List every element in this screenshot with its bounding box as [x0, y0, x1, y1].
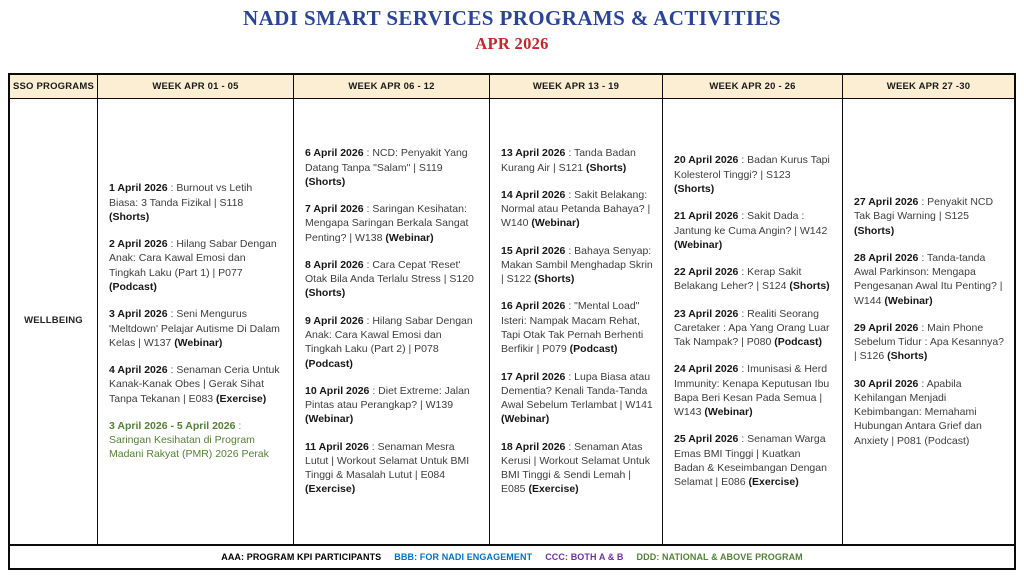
event: 20 April 2026 : Badan Kurus Tapi Kolesterol Tinggi? | S123 (Shorts)	[674, 154, 830, 195]
event-date: 27 April 2026	[854, 196, 919, 208]
event: 6 April 2026 : NCD: Penyakit Yang Datang Tanpa "Salam" | S119 (Shorts)	[305, 147, 468, 188]
event-type: (Shorts)	[534, 273, 575, 286]
event-type: (Exercise)	[748, 476, 799, 489]
event-date: 11 April 2026	[305, 440, 369, 453]
event: 28 April 2026 : Tanda-tanda Awal Parkinson: Mengapa Pengesanan Awal Itu Penting? | W144 (Webinar)	[854, 251, 1003, 307]
event: 2 April 2026 : Hilang Sabar Dengan Anak: Cara Kawal Emosi dan Tingkah Laku (Part 1) | P077 (Podcast)	[109, 238, 277, 293]
event-date: 2 April 2026	[109, 238, 168, 251]
event-date: 20 April 2026	[674, 154, 739, 167]
event-type: (Shorts)	[109, 210, 150, 223]
event: 29 April 2026 : Main Phone Sebelum Tidur : Apa Kesannya? | S126 (Shorts)	[854, 321, 1005, 363]
event-date: 22 April 2026	[674, 266, 739, 279]
event: 1 April 2026 : Burnout vs Letih Biasa: 3 Tanda Fizikal | S118 (Shorts)	[109, 182, 253, 223]
page-title: NADI SMART SERVICES PROGRAMS & ACTIVITIES	[243, 6, 781, 30]
week-header: WEEK APR 13 - 19	[489, 75, 662, 98]
event-date: 9 April 2026	[305, 314, 364, 327]
event-date: 7 April 2026	[305, 203, 364, 216]
event-type: (Shorts)	[305, 287, 346, 300]
week-cell	[662, 99, 842, 544]
table-header-row	[10, 75, 1014, 99]
week-cell	[489, 99, 662, 544]
legend-item: DDD: NATIONAL & ABOVE PROGRAM	[636, 552, 803, 562]
week-header: WEEK APR 01 - 05	[97, 75, 293, 98]
page-header	[0, 6, 1024, 54]
event-date: 14 April 2026	[501, 188, 566, 201]
event-type: (Shorts)	[305, 175, 346, 188]
event-date: 24 April 2026	[674, 363, 739, 376]
event-type: (Webinar)	[531, 217, 580, 230]
event: 11 April 2026 : Senaman Mesra Lutut | Workout Selamat Untuk BMI Tinggi & Masalah Lutut | E084 (Exercise)	[305, 440, 470, 496]
event-type: (Exercise)	[216, 392, 267, 405]
event-date: 8 April 2026	[305, 258, 364, 271]
event: 27 April 2026 : Penyakit NCD Tak Bagi Warning | S125 (Shorts)	[854, 196, 994, 237]
event-date: 4 April 2026	[109, 364, 168, 377]
event-date: 3 April 2026 - 5 April 2026	[109, 419, 236, 432]
event: 4 April 2026 : Senaman Ceria Untuk Kanak-Kanak Obes | Gerak Sihat Tanpa Tekanan | E083 (Exercise)	[109, 364, 280, 405]
event: 3 April 2026 - 5 April 2026 : Saringan Kesihatan di Program Madani Rakyat (PMR) 2026 Perak	[109, 419, 269, 461]
event-type: (Podcast)	[774, 336, 823, 349]
row-label-wellbeing: WELLBEING	[24, 315, 83, 327]
event: 13 April 2026 : Tanda Badan Kurang Air | S121 (Shorts)	[501, 147, 636, 174]
event-type: (Podcast)	[305, 357, 353, 370]
event-type: (Exercise)	[528, 483, 579, 496]
event-type: (Shorts)	[887, 350, 928, 363]
event-date: 30 April 2026	[854, 377, 919, 390]
event: 8 April 2026 : Cara Cepat 'Reset' Otak Bila Anda Terlalu Stress | S120 (Shorts)	[305, 258, 474, 300]
event: 22 April 2026 : Kerap Sakit Belakang Leher? | S124 (Shorts)	[674, 266, 830, 293]
schedule-table	[8, 73, 1016, 570]
week-header: WEEK APR 06 - 12	[293, 75, 489, 98]
event-type: (Webinar)	[174, 336, 223, 349]
event-date: 10 April 2026	[305, 384, 370, 397]
event: 30 April 2026 : Apabila Kehilangan Menjadi Kebimbangan: Memahami Hubungan Antara Grief dan Anxiety | P081 (Podcast)	[854, 377, 982, 447]
event: 16 April 2026 : "Mental Load" Isteri: Nampak Macam Rehat, Tapi Otak Tak Pernah Berhenti Berfikir | P079 (Podcast)	[501, 300, 644, 356]
event-date: 23 April 2026	[674, 307, 739, 320]
event: 15 April 2026 : Bahaya Senyap: Makan Sambil Menghadap Skrin | S122 (Shorts)	[501, 244, 653, 286]
legend-item: AAA: PROGRAM KPI PARTICIPANTS	[221, 552, 382, 562]
event-type: (Shorts)	[586, 161, 627, 174]
event-date: 15 April 2026	[501, 244, 566, 257]
event: 9 April 2026 : Hilang Sabar Dengan Anak: Cara Kawal Emosi dan Tingkah Laku (Part 2) | P078 (Podcast)	[305, 314, 473, 370]
event-type: (Webinar)	[305, 413, 354, 426]
event-type: (Webinar)	[501, 413, 550, 426]
event-type: (Webinar)	[884, 294, 933, 307]
legend-item: CCC: BOTH A & B	[545, 552, 624, 562]
event: 3 April 2026 : Seni Mengurus 'Meltdown' Pelajar Autisme Di Dalam Kelas | W137 (Webinar)	[109, 308, 280, 349]
event-type: (Exercise)	[305, 483, 356, 496]
legend-item: BBB: FOR NADI ENGAGEMENT	[394, 552, 533, 562]
table-body-row	[10, 99, 1014, 544]
event-date: 28 April 2026	[854, 251, 919, 264]
event-type: (Podcast)	[109, 280, 157, 293]
corner-header: SSO PROGRAMS	[12, 81, 95, 92]
week-header: WEEK APR 27 -30	[842, 75, 1014, 98]
event: 24 April 2026 : Imunisasi & Herd Immunity: Kenapa Keputusan Ibu Bapa Beri Kesan Pada Semua | W143 (Webinar)	[674, 363, 830, 419]
event-date: 17 April 2026	[501, 370, 566, 383]
week-header: WEEK APR 20 - 26	[662, 75, 842, 98]
page-subtitle: APR 2026	[475, 34, 549, 53]
week-cell	[293, 99, 489, 544]
event-type: (Webinar)	[385, 231, 434, 244]
event-date: 21 April 2026	[674, 210, 739, 223]
event-type: (Shorts)	[854, 224, 895, 237]
event-type: (Podcast)	[569, 343, 618, 356]
event: 25 April 2026 : Senaman Warga Emas BMI Tinggi | Kuatkan Badan & Keseimbangan Dengan Selamat | E086 (Exercise)	[674, 433, 827, 489]
event: 21 April 2026 : Sakit Dada : Jantung ke Cuma Angin? | W142 (Webinar)	[674, 210, 828, 251]
week-cell	[842, 99, 1014, 544]
event-date: 3 April 2026	[109, 308, 168, 321]
event-date: 16 April 2026	[501, 300, 566, 313]
event: 14 April 2026 : Sakit Belakang: Normal atau Petanda Bahaya? | W140 (Webinar)	[501, 188, 651, 230]
event-type: (Webinar)	[674, 238, 723, 251]
event-date: 1 April 2026	[109, 182, 168, 195]
event-type: (Webinar)	[704, 406, 753, 419]
event: 10 April 2026 : Diet Extreme: Jalan Pintas atau Perangkap? | W139 (Webinar)	[305, 384, 470, 426]
event-date: 25 April 2026	[674, 433, 739, 446]
event: 17 April 2026 : Lupa Biasa atau Dementia? Kenali Tanda-Tanda Awal Sebelum Terlambat | W141 (Webinar)	[501, 370, 653, 426]
event-date: 13 April 2026	[501, 147, 566, 160]
event-date: 18 April 2026	[501, 440, 566, 453]
legend-row	[10, 544, 1014, 568]
event-date: 6 April 2026	[305, 147, 364, 160]
event: 7 April 2026 : Saringan Kesihatan: Mengapa Saringan Berkala Sangat Penting? | W138 (Webinar)	[305, 203, 469, 244]
event: 18 April 2026 : Senaman Atas Kerusi | Workout Selamat Untuk BMI Tinggi & Sendi Lemah | E085 (Exercise)	[501, 440, 651, 496]
event-date: 29 April 2026	[854, 321, 919, 334]
event-type: (Shorts)	[674, 183, 715, 195]
event: 23 April 2026 : Realiti Seorang Caretaker : Apa Yang Orang Luar Tak Nampak? | P080 (Podcast)	[674, 307, 830, 349]
event-type: (Shorts)	[789, 280, 830, 293]
week-cell	[97, 99, 293, 544]
